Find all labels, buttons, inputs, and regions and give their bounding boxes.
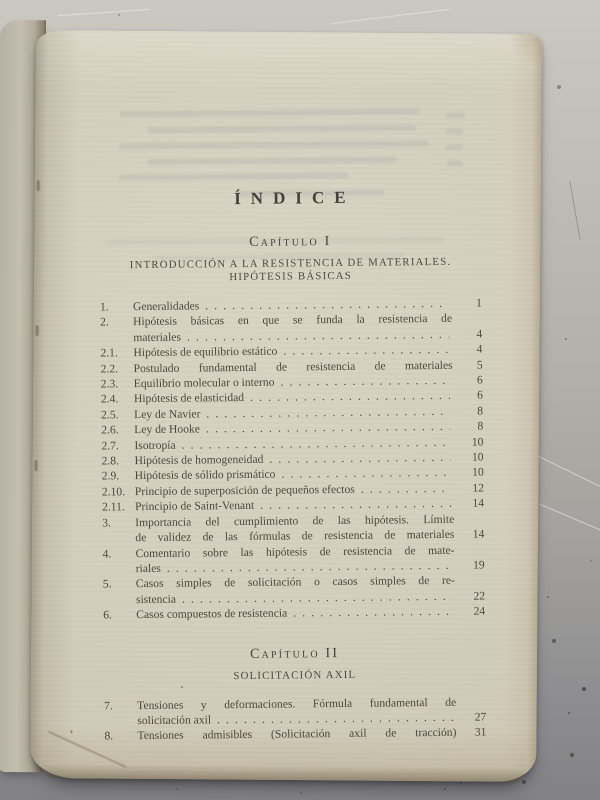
show-through-line bbox=[445, 112, 465, 118]
entry-page-number: 6 bbox=[477, 388, 483, 402]
entry-line-text: Generalidades bbox=[132, 299, 200, 314]
paper-blemish bbox=[70, 730, 72, 733]
entry-line-text: Principio de Saint-Venant bbox=[134, 499, 255, 514]
chapter-section bbox=[104, 644, 487, 744]
entry-line bbox=[136, 604, 455, 623]
entry-number: 2.1. bbox=[100, 346, 118, 360]
entry-page-number: 12 bbox=[472, 481, 484, 495]
entry-page-number: 4 bbox=[476, 327, 483, 341]
entry-list bbox=[100, 295, 485, 623]
entry-title bbox=[133, 311, 452, 345]
subtitle-line: HIPÓTESIS BÁSICAS bbox=[229, 269, 353, 284]
entry-number: 4. bbox=[102, 546, 112, 560]
show-through-line bbox=[119, 140, 429, 149]
table-speckles bbox=[0, 0, 2, 2]
leader-dots bbox=[361, 481, 451, 497]
chapter-heading: Capítulo I bbox=[249, 234, 332, 250]
entry-line-text: Ley de Navier bbox=[134, 407, 201, 421]
subtitle-line: SOLICITACIÓN AXIL bbox=[233, 668, 357, 682]
entry-number: 2. bbox=[100, 315, 109, 329]
entry-line: Casos simples de solicitación o casos simples de re- bbox=[135, 574, 455, 591]
entry-list bbox=[104, 694, 486, 744]
entry-line: Importancia del cumplimiento de las hipótesis. Límite bbox=[135, 512, 455, 529]
show-through-line bbox=[119, 172, 349, 180]
toc-entry bbox=[102, 511, 484, 546]
entry-line-text: materiales bbox=[133, 330, 181, 344]
entry-title bbox=[137, 725, 456, 744]
leader-dots bbox=[280, 373, 449, 390]
entry-line-text: Hipótesis de sólido prismático bbox=[134, 468, 276, 483]
entry-number: 2.7. bbox=[101, 438, 119, 453]
show-through-line bbox=[147, 125, 417, 134]
entry-number: 2.11. bbox=[101, 500, 125, 514]
table-scratch bbox=[58, 9, 150, 16]
entry-number: 6. bbox=[103, 608, 112, 622]
show-through-line bbox=[447, 160, 463, 166]
toc-entry bbox=[103, 573, 485, 608]
entry-line-text: Casos compuestos de resistencia bbox=[136, 606, 288, 622]
entry-number: 2.8. bbox=[101, 454, 120, 468]
entry-number: 2.5. bbox=[101, 408, 119, 422]
entry-page-number: 8 bbox=[477, 404, 484, 418]
entry-title bbox=[137, 694, 456, 728]
entry-number: 5. bbox=[102, 577, 112, 591]
toc-entry bbox=[100, 311, 482, 346]
entry-line-text: Hipótesis de equilibrio estático bbox=[133, 344, 278, 360]
entry-page-number: 31 bbox=[474, 725, 487, 739]
entry-number: 2.3. bbox=[100, 377, 119, 391]
subtitle-line: INTRODUCCIÓN A LA RESISTENCIA DE MATERIALES. bbox=[129, 255, 452, 272]
entry-line: Tensiones admisibles (Solicitación axil de tracción) bbox=[137, 726, 457, 743]
toc-entry bbox=[104, 725, 486, 744]
page-block-edge bbox=[40, 765, 524, 782]
entry-number: 2.9. bbox=[101, 469, 120, 483]
table-scratch bbox=[539, 504, 600, 548]
entry-page-number: 5 bbox=[476, 358, 483, 372]
entry-number: 3. bbox=[102, 516, 111, 530]
entry-page-number: 8 bbox=[477, 419, 484, 433]
entry-line-text: solicitación axil bbox=[137, 713, 212, 728]
entry-page-number: 22 bbox=[473, 589, 486, 603]
entry-page-number: 1 bbox=[476, 296, 483, 310]
entry-line-text: Ley de Hooke bbox=[134, 422, 201, 437]
entry-page-number: 19 bbox=[473, 558, 485, 572]
entry-page-number: 6 bbox=[476, 373, 483, 387]
toc-entry bbox=[103, 604, 485, 623]
entry-page-number: 10 bbox=[472, 465, 484, 480]
entry-number: 8. bbox=[104, 729, 114, 743]
entry-number: 2.4. bbox=[100, 392, 119, 406]
entry-number: 2.2. bbox=[100, 361, 119, 376]
entry-page-number: 4 bbox=[476, 342, 483, 356]
show-through-line bbox=[445, 144, 463, 150]
gutter-nick bbox=[35, 460, 38, 471]
entry-title bbox=[135, 511, 454, 545]
entry-page-number: 14 bbox=[472, 496, 485, 510]
entry-page-number: 10 bbox=[471, 450, 484, 464]
entry-line-text: Hipótesis de elasticidad bbox=[133, 391, 245, 406]
entry-line-text: Principio de superposición de pequeños efectos bbox=[134, 482, 355, 499]
page-corner-shade bbox=[482, 34, 542, 94]
entry-page-number: 27 bbox=[474, 710, 487, 724]
chapter-subtitle bbox=[104, 667, 486, 684]
leader-dots bbox=[293, 604, 452, 621]
toc-entry bbox=[104, 694, 486, 729]
entry-title bbox=[136, 573, 455, 607]
entry-line: Postulado fundamental de resistencia de materiales bbox=[133, 358, 453, 375]
leader-dots bbox=[283, 342, 449, 359]
toc-entry bbox=[102, 542, 484, 577]
book-page bbox=[30, 30, 542, 782]
entry-number: 2.10. bbox=[101, 485, 126, 499]
entry-line: Hipótesis básicas en que se funda la resistencia de bbox=[133, 312, 453, 329]
table-scratch bbox=[569, 181, 580, 240]
page-title: ÍNDICE bbox=[234, 187, 356, 209]
entry-page-number: 10 bbox=[471, 435, 484, 449]
entry-line: Comentario sobre las hipótesis de resistencia de mate- bbox=[135, 543, 455, 560]
leader-dots bbox=[281, 465, 450, 482]
entry-number: 7. bbox=[104, 698, 113, 713]
chapter-section bbox=[99, 232, 485, 623]
gutter-nick bbox=[36, 325, 39, 336]
entry-line: Tensiones y deformaciones. Fórmula fundamental de bbox=[137, 695, 457, 712]
entry-line-text: riales bbox=[135, 561, 161, 576]
entry-line-text: Equilibrio molecular o interno bbox=[133, 375, 275, 391]
index-content bbox=[99, 186, 487, 744]
chapter-subtitle bbox=[99, 255, 481, 285]
entry-page-number: 24 bbox=[473, 604, 486, 618]
chapters bbox=[99, 232, 486, 744]
table-scratch bbox=[330, 9, 449, 25]
entry-page-number: 14 bbox=[472, 527, 485, 541]
entry-title bbox=[135, 542, 454, 576]
chapter-heading: Capítulo II bbox=[249, 645, 340, 662]
show-through-line bbox=[119, 108, 419, 117]
show-through-line bbox=[445, 128, 463, 134]
show-through-line bbox=[147, 157, 397, 165]
entry-line-text: Isotropía bbox=[134, 438, 176, 452]
entry-line-text: Hipótesis de homogeneidad bbox=[134, 452, 264, 468]
entry-line-text: sistencia bbox=[135, 592, 177, 606]
entry-number: 1. bbox=[99, 300, 109, 314]
entry-number: 2.6. bbox=[101, 423, 119, 437]
paper-blemish bbox=[181, 686, 183, 688]
entry-line: de validez de las fórmulas de resistencia de materiales bbox=[135, 527, 455, 545]
gutter-nick bbox=[37, 180, 40, 191]
entry-title bbox=[136, 604, 455, 623]
